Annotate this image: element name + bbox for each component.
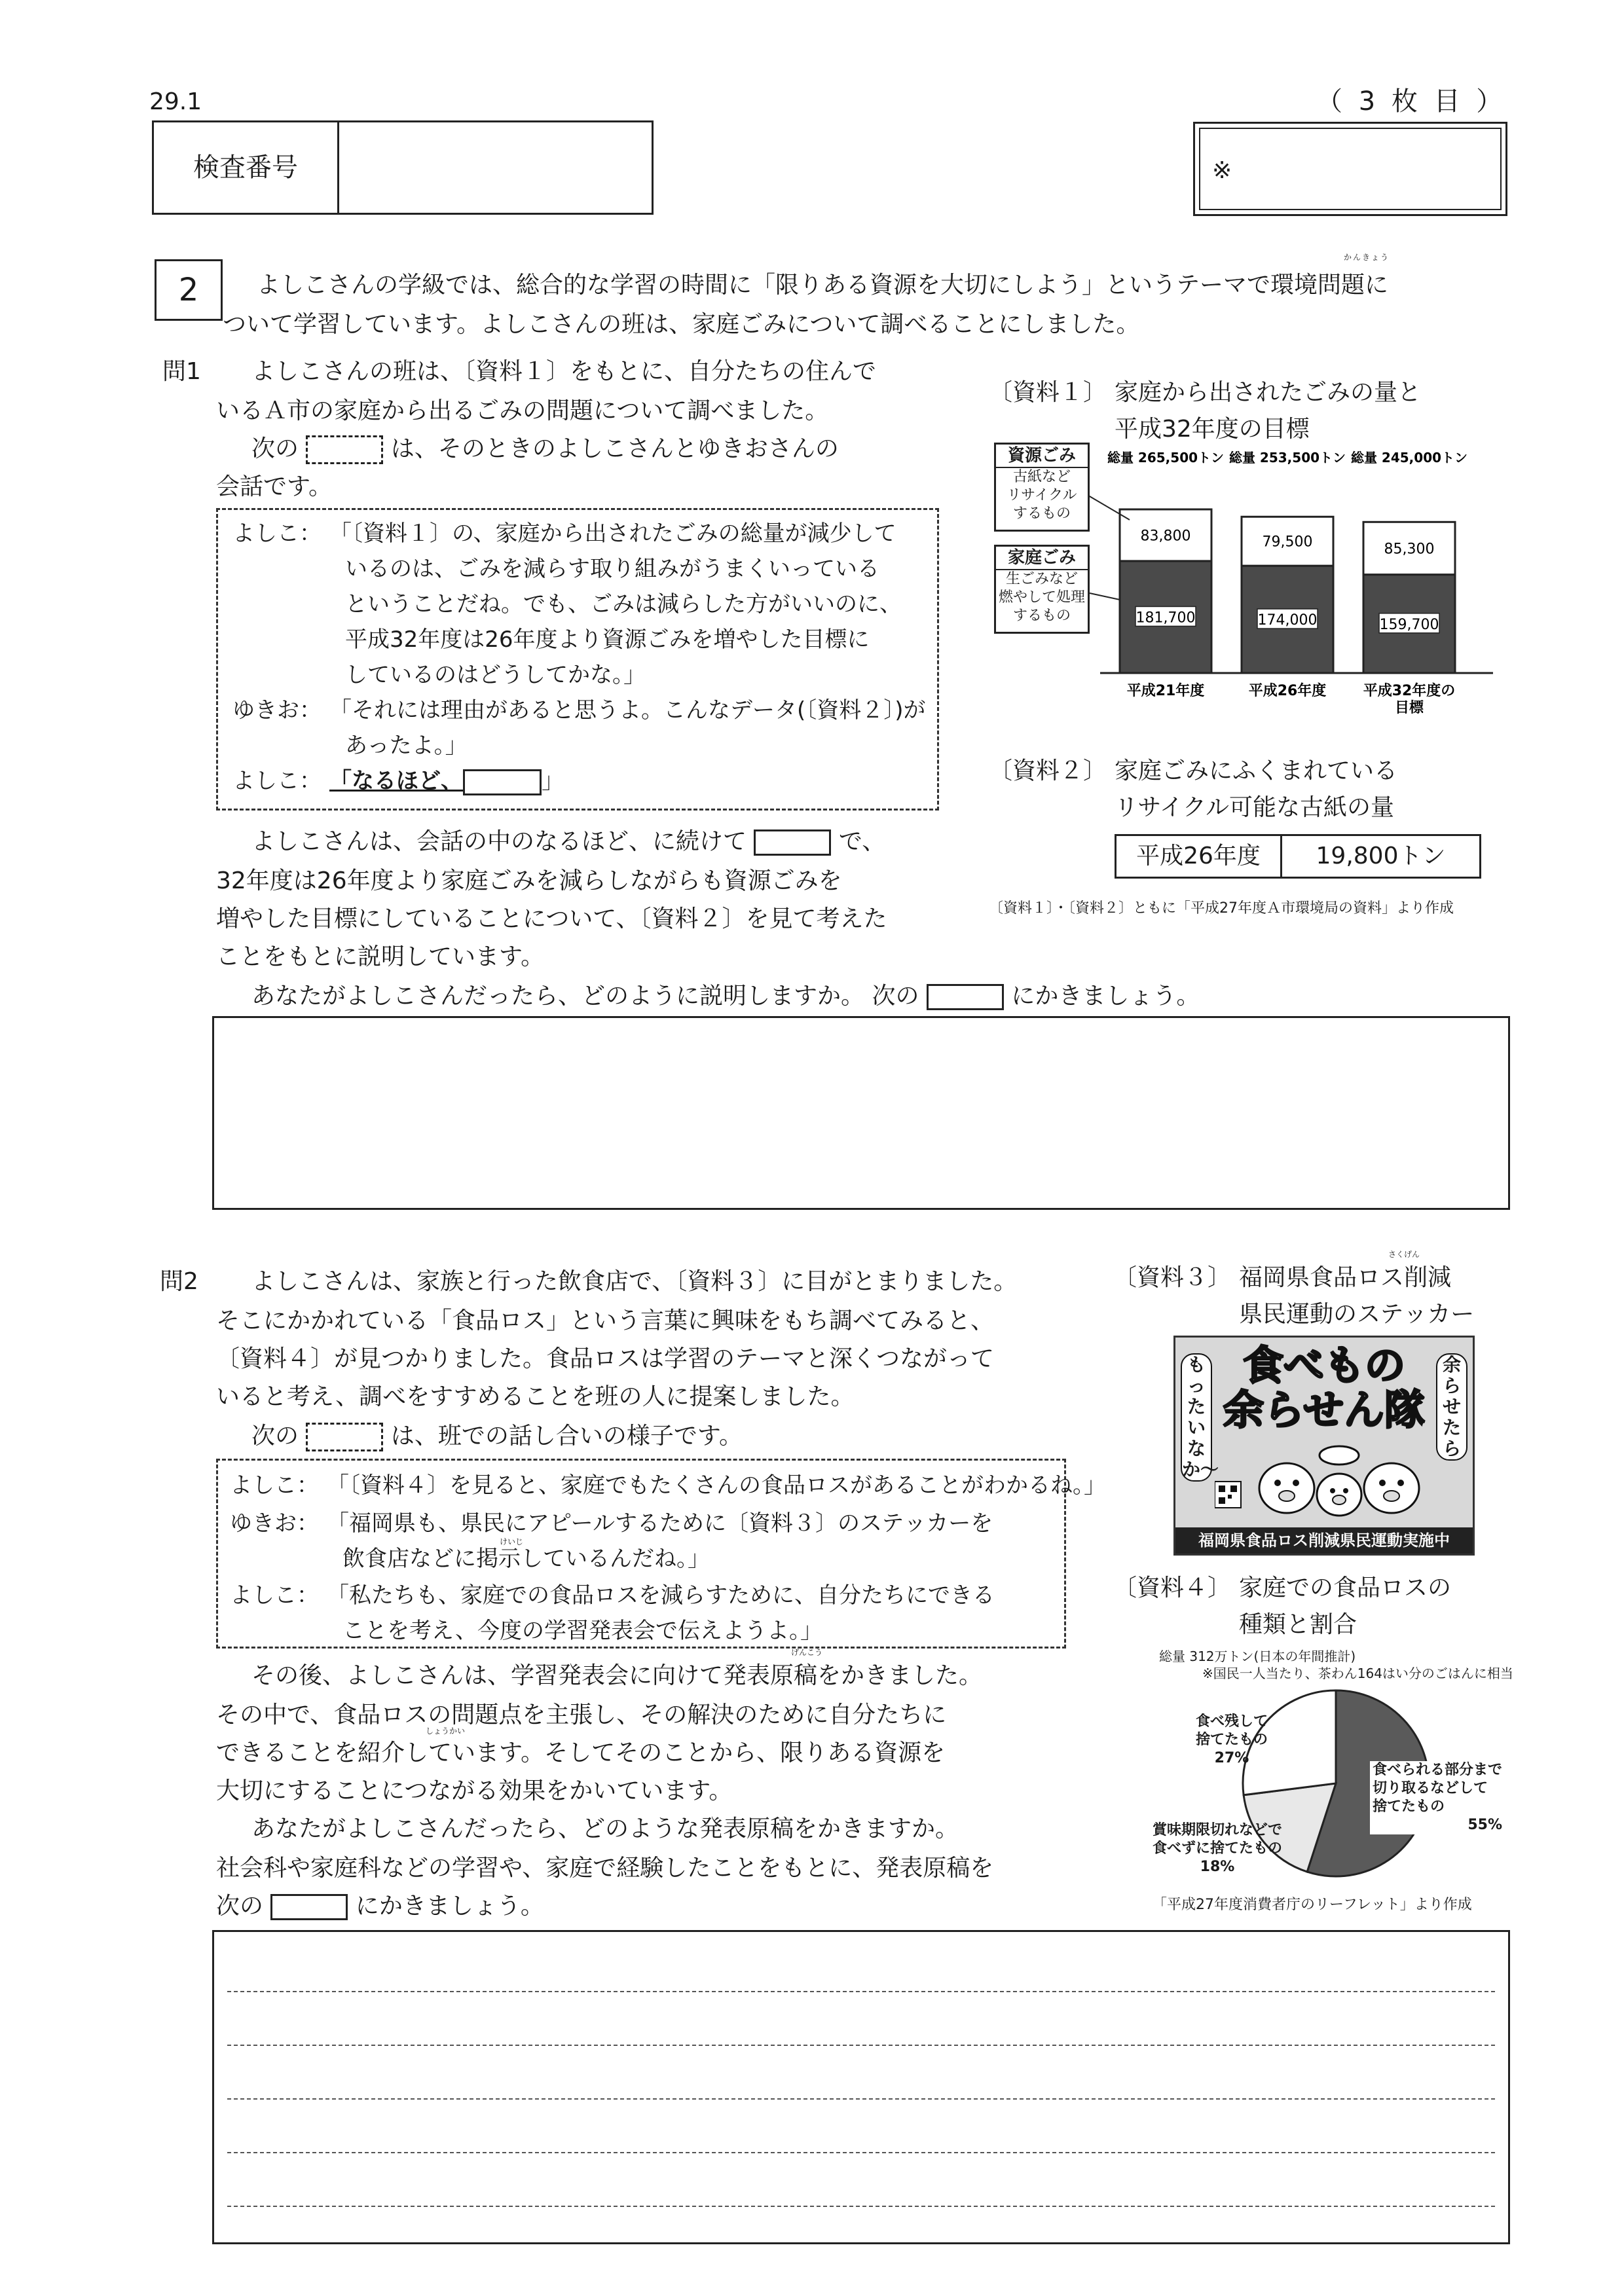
legend-household-desc-3: するもの: [1012, 608, 1071, 624]
toi2-dialog-box: [216, 1459, 1106, 1649]
toi1-intro-c: 会話です。: [216, 473, 333, 500]
dialog2-speaker-yoshiko-2: よしこ：: [230, 1582, 319, 1609]
bar-category-label-2: 平成32年度の: [1363, 683, 1456, 699]
bar-household-label-2: 159,700: [1379, 616, 1439, 633]
shiryo3-title-2: 県民運動のステッカー: [1239, 1301, 1475, 1328]
toi2-intro-b: は、班での話し合いの様子です。: [390, 1423, 743, 1449]
shiryo4-source: 「平成27年度消費者庁のリーフレット」より作成: [1153, 1897, 1472, 1913]
shiryo4-total-note: ※国民一人当たり、茶わん164はい分のごはんに相当: [1202, 1666, 1513, 1681]
toi2-after-5: あなたがよしこさんだったら、どのような発表原稿をかきますか。: [251, 1815, 959, 1842]
legend-pointer-household: [1090, 593, 1120, 600]
answer-rule-line: [227, 2152, 1495, 2153]
toi2-line-3: 〔資料４〕が見つかりました。食品ロスは学習のテーマと深くつながって: [216, 1345, 995, 1372]
naruhodo-text: 「なるほど、: [329, 768, 463, 794]
legend-household-title: 家庭ごみ: [996, 547, 1088, 570]
answer-rule-line: [227, 1991, 1495, 1992]
answer-rule-line: [227, 2206, 1495, 2207]
document-code: 29.1: [149, 88, 202, 115]
shiryo1-chart: [989, 443, 1506, 724]
toi2-after-2: その中で、食品ロスの問題点を主張し、その解決のために自分たちに: [216, 1702, 947, 1728]
toi2-after-6: 社会科や家庭科などの学習や、家庭で経験したことをもとに、発表原稿を: [216, 1855, 994, 1882]
pie-label-cut-1: 食べられる部分まで: [1373, 1762, 1503, 1778]
shiryo3-title-1: 福岡県食品ロス削減: [1239, 1264, 1452, 1291]
toi2-instruction-a: 次の: [216, 1893, 264, 1920]
sheet-number: （ 3 枚 目 ）: [1316, 86, 1507, 117]
dialog2-yoshiko-line-3: ことを考え、今度の学習発表会で伝えようよ。」: [342, 1618, 823, 1644]
toi1-instruction: [251, 978, 1200, 1015]
exam-number-field[interactable]: [339, 122, 652, 213]
toi2-answer-box[interactable]: [212, 1930, 1510, 2244]
toi2-label: 問2: [160, 1268, 198, 1295]
toi1-intro-a: 次の: [251, 435, 299, 462]
dialog-yoshiko-line-4: 平成32年度は26年度より資源ごみを増やした目標に: [345, 627, 870, 653]
shiryo3-sticker-image: [1173, 1336, 1475, 1556]
dialog2-speaker-yukio: ゆきお：: [230, 1510, 319, 1537]
score-box-inner[interactable]: [1199, 128, 1502, 210]
intro-line-1: よしこさんの学級では、総合的な学習の時間に「限りある資源を大切にしよう」というテーマで環境問題に: [257, 272, 1389, 299]
pie-label-leftover-2: 捨てたもの: [1196, 1732, 1268, 1748]
shiryo4-title-2: 種類と割合: [1239, 1611, 1357, 1638]
pie-percent-cut: 55%: [1467, 1817, 1503, 1833]
dialog2-yoshiko-line-2: 「私たちも、家庭での食品ロスを減らすために、自分たちにできる: [327, 1582, 995, 1609]
bar-resource-label-0: 83,800: [1140, 528, 1191, 545]
dialog-speaker-yoshiko-2: よしこ：: [232, 768, 322, 794]
toi2-line-1: よしこさんは、家族と行った飲食店で、〔資料３〕に目がとまりました。: [251, 1268, 1018, 1295]
toi1-after-4: ことをもとに説明しています。: [216, 943, 545, 970]
toi1-dialog-box: [216, 508, 939, 811]
shiryo2-label: 〔資料２〕: [989, 757, 1107, 784]
toi1-after-1b: で、: [838, 828, 886, 855]
dialog2-yukio-line-1: 「福岡県も、県民にアピールするために〔資料３〕のステッカーを: [327, 1510, 993, 1537]
shiryo4-label: 〔資料４〕: [1113, 1575, 1232, 1601]
shiryo4-pie-chart: [1139, 1680, 1506, 1883]
dialog2-speaker-yoshiko: よしこ：: [230, 1472, 319, 1499]
toi2-intro: [251, 1418, 743, 1455]
toi1-after-1: [251, 824, 885, 860]
toi1-instruction-a: あなたがよしこさんだったら、どのように説明しますか。 次の: [251, 983, 919, 1010]
bar-category-label-0: 平成21年度: [1126, 683, 1205, 699]
toi2-after-3: できることを紹介しています。そしてそのことから、限りある資源を: [216, 1740, 946, 1766]
pie-label-cut-2: 切り取るなどして: [1373, 1780, 1488, 1796]
ruby-genko: げんこう: [791, 1648, 823, 1657]
shiryo12-source: 〔資料１〕・〔資料２〕ともに「平成27年度Ａ市環境局の資料」より作成: [989, 900, 1454, 917]
toi1-instruction-b: にかきましょう。: [1011, 983, 1200, 1010]
bar-total-label-0: 総量 265,500トン: [1107, 450, 1225, 465]
shiryo1-label: 〔資料１〕: [989, 379, 1107, 406]
bar-household-label-0: 181,700: [1135, 610, 1196, 627]
note-mark: ※: [1212, 157, 1232, 184]
answer-rule-line: [227, 2045, 1495, 2046]
toi1-after-1a: よしこさんは、会話の中のなるほど、に続けて: [251, 828, 747, 855]
legend-household-desc-1: 生ごみなど: [1005, 571, 1078, 587]
dialog-speaker-yoshiko: よしこ：: [232, 520, 322, 547]
toi1-line-1: よしこさんの班は、〔資料１〕をもとに、自分たちの住んで: [251, 358, 877, 385]
question-number-box: 2: [155, 259, 223, 321]
dialog-yukio-line-2: あったよ。」: [345, 733, 468, 759]
bar-resource-label-2: 85,300: [1384, 541, 1435, 558]
toi1-line-2: いるＡ市の家庭から出るごみの問題について調べました。: [216, 397, 829, 424]
shiryo2-table: [1115, 834, 1481, 879]
pie-label-expired-2: 食べずに捨てたもの: [1153, 1840, 1283, 1857]
exam-number-box: [152, 120, 654, 215]
sticker-left-bubble: もったいなか〜: [1182, 1354, 1219, 1480]
toi1-label: 問1: [162, 358, 201, 385]
dialog-speaker-yukio: ゆきお：: [232, 697, 322, 723]
dialog-yoshiko-line-3: ということだね。でも、ごみは減らした方がいいのに、: [345, 591, 902, 617]
score-box: [1193, 122, 1507, 216]
toi1-intro: [251, 431, 839, 467]
dialog-yoshiko-line-1: 「〔資料１〕の、家庭から出されたごみの総量が減少して: [329, 520, 896, 547]
bar-category-label-1: 平成26年度: [1248, 683, 1327, 699]
pie-percent-expired: 18%: [1200, 1859, 1235, 1875]
toi2-after-4: 大切にすることにつながる効果をかいています。: [216, 1777, 733, 1804]
bar-category-label-2: 目標: [1394, 700, 1424, 716]
intro-line-2: ついて学習しています。よしこさんの班は、家庭ごみについて調べることにしました。: [223, 311, 1140, 338]
sticker-right-bubble: 余らせたら: [1436, 1353, 1467, 1461]
shiryo2-title-2: リサイクル可能な古紙の量: [1115, 794, 1394, 821]
sticker-mascot-icon: [1215, 1436, 1437, 1527]
legend-household: [994, 545, 1090, 634]
toi1-after-3: 増やした目標にしていることについて、〔資料２〕を見て考えた: [216, 905, 887, 932]
toi2-line-4: いると考え、調べをすすめることを班の人に提案しました。: [216, 1383, 855, 1410]
legend-household-desc-2: 燃やして処理: [998, 589, 1085, 606]
pie-label-expired: [1153, 1821, 1282, 1876]
ruby-shokai: しょうかい: [426, 1726, 466, 1736]
shiryo1-title-2: 平成32年度の目標: [1115, 416, 1310, 443]
legend-resource-desc-1: 古紙など: [1012, 469, 1071, 485]
toi1-answer-box[interactable]: [212, 1016, 1510, 1210]
ruby-sakugen: さくげん: [1388, 1250, 1420, 1259]
bar-resource-label-1: 79,500: [1262, 534, 1313, 551]
dialog-yoshiko-line-2: いるのは、ごみを減らす取り組みがうまくいっている: [345, 556, 879, 582]
pie-label-cut: [1370, 1761, 1505, 1834]
pie-label-leftover: [1196, 1713, 1268, 1768]
closing-bracket: 」: [542, 768, 564, 794]
shiryo4-total: 総量 312万トン(日本の年間推計): [1159, 1649, 1356, 1664]
ruby-keiji: けいじ: [500, 1537, 524, 1546]
toi2-instruction: [216, 1888, 544, 1925]
legend-resource-desc-3: するもの: [1012, 505, 1071, 522]
legend-resource-title: 資源ごみ: [996, 445, 1088, 468]
toi2-line-2: そこにかかれている「食品ロス」という言葉に興味をもち調べてみると、: [216, 1307, 995, 1334]
dashed-box-symbol-2: [306, 1423, 383, 1451]
dialog-yoshiko-naruhodo: [329, 761, 564, 801]
toi1-after-2: 32年度は26年度より家庭ごみを減らしながらも資源ごみを: [216, 867, 842, 894]
shiryo2-row-label: 平成26年度: [1116, 836, 1282, 877]
sticker-bottom-banner: 福岡県食品ロス削減県民運動実施中: [1175, 1527, 1473, 1554]
blank-symbol-toi2: [270, 1894, 348, 1920]
blank-symbol-inline: [754, 829, 831, 856]
toi1-intro-b: は、そのときのよしこさんとゆきおさんの: [390, 435, 839, 462]
shiryo2-title-1: 家庭ごみにふくまれている: [1115, 757, 1398, 784]
pie-label-expired-1: 賞味期限切れなどで: [1153, 1822, 1283, 1838]
pie-label-leftover-1: 食べ残して: [1196, 1713, 1268, 1730]
shiryo4-title-1: 家庭での食品ロスの: [1239, 1575, 1452, 1601]
legend-resource-desc-2: リサイクル: [1006, 487, 1077, 503]
blank-symbol-instruction: [927, 984, 1004, 1010]
legend-resource: [994, 443, 1090, 532]
toi2-after-1: その後、よしこさんは、学習発表会に向けて発表原稿をかきました。: [251, 1662, 983, 1689]
dialog2-yukio-line-2: 飲食店などに掲示しているんだね。」: [342, 1546, 710, 1572]
shiryo3-label: 〔資料３〕: [1113, 1264, 1232, 1291]
answer-blank-symbol: [463, 769, 542, 795]
shiryo2-row-value: 19,800トン: [1316, 843, 1446, 869]
toi2-instruction-b: にかきましょう。: [355, 1893, 544, 1920]
sticker-title-2: 余らせん隊: [1223, 1386, 1426, 1434]
shiryo1-title-1: 家庭から出されたごみの量と: [1115, 379, 1422, 406]
dialog-yoshiko-line-5: しているのはどうしてかな。」: [345, 662, 646, 688]
dialog-yukio-line-1: 「それには理由があると思うよ。こんなデータ(〔資料２〕)が: [329, 697, 926, 723]
dashed-box-symbol: [306, 435, 383, 464]
ruby-kankyo: かんきょう: [1344, 253, 1390, 262]
sticker-title-1: 食べもの: [1242, 1341, 1405, 1389]
pie-label-cut-3: 捨てたもの: [1373, 1798, 1445, 1815]
answer-rule-line: [227, 2098, 1495, 2100]
pie-percent-leftover: 27%: [1214, 1750, 1249, 1766]
bar-household-label-1: 174,000: [1257, 612, 1318, 629]
dialog2-yoshiko-line-1: 「〔資料４〕を見ると、家庭でもたくさんの食品ロスがあることがわかるね。」: [327, 1472, 1106, 1499]
toi2-intro-a: 次の: [251, 1423, 299, 1449]
bar-total-label-1: 総量 253,500トン: [1228, 450, 1346, 465]
exam-number-label: 検査番号: [154, 122, 339, 213]
bar-total-label-2: 総量 245,000トン: [1350, 450, 1468, 465]
